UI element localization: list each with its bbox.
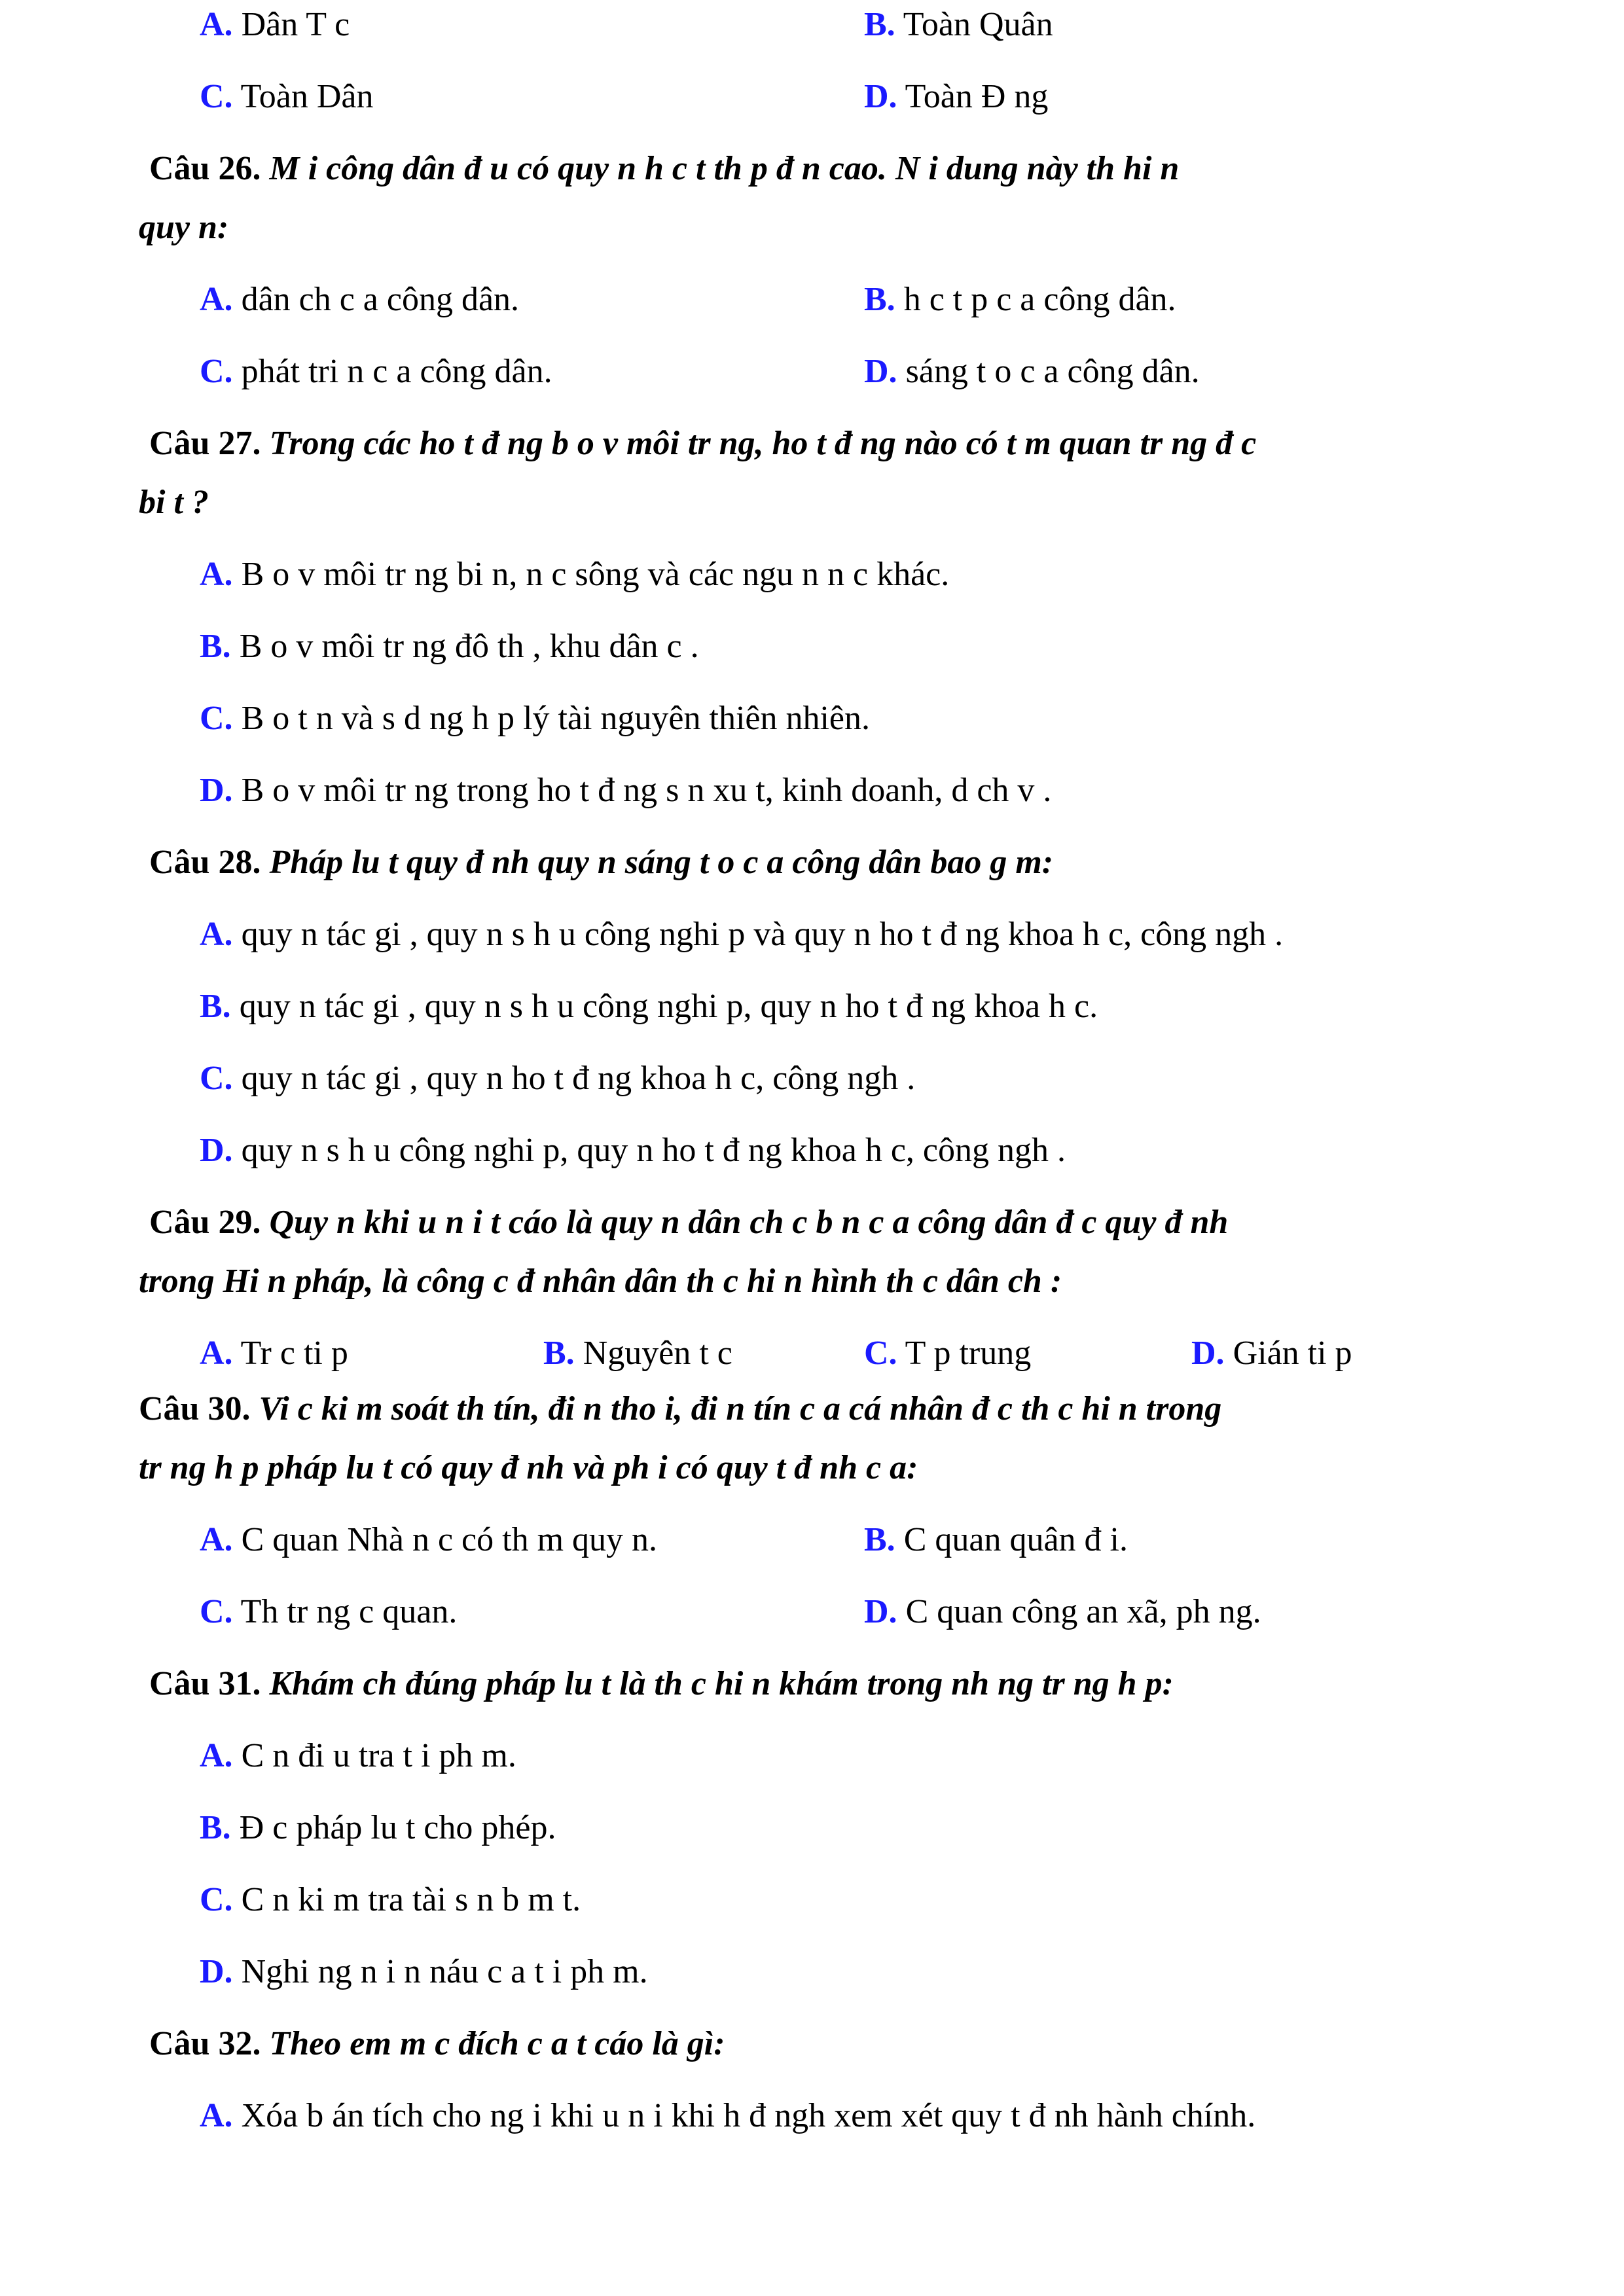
option-text: B o t n và s d ng h p lý tài nguyên thiên nhiên. bbox=[241, 700, 871, 737]
q31-option-a[interactable] bbox=[200, 1736, 516, 1776]
option-label: C. bbox=[200, 353, 233, 390]
option-text: T p trung bbox=[905, 1335, 1032, 1372]
option-text: C n ki m tra tài s n b m t. bbox=[241, 1881, 581, 1918]
question-number: Câu 30. bbox=[139, 1390, 251, 1427]
option-label: C. bbox=[200, 1593, 233, 1630]
q26-option-b[interactable] bbox=[864, 280, 1176, 319]
q31-option-c[interactable] bbox=[200, 1880, 581, 1920]
option-label: B. bbox=[200, 1809, 231, 1846]
question-number: Câu 29. bbox=[149, 1204, 261, 1241]
q26-stem-line2 bbox=[139, 208, 228, 247]
question-number: Câu 26. bbox=[149, 150, 261, 187]
option-label: B. bbox=[543, 1335, 575, 1372]
option-text: B o v môi tr ng bi n, n c sông và các ngu n n c khác. bbox=[241, 556, 950, 593]
option-label: B. bbox=[864, 6, 895, 43]
question-text: Trong các ho t đ ng b o v môi tr ng, ho t đ ng nào có t m quan tr ng đ c bbox=[269, 425, 1257, 462]
option-text: C quan Nhà n c có th m quy n. bbox=[241, 1521, 658, 1558]
option-text: B o v môi tr ng đô th , khu dân c . bbox=[239, 628, 699, 665]
question-text: M i công dân đ u có quy n h c t th p đ n cao. N i dung này th hi n bbox=[269, 150, 1180, 187]
q25-option-a[interactable] bbox=[200, 5, 350, 45]
q30-stem-line1 bbox=[139, 1390, 1221, 1429]
option-text: Dân T c bbox=[241, 6, 350, 43]
q26-option-c[interactable] bbox=[200, 352, 552, 391]
option-label: D. bbox=[200, 772, 233, 809]
q27-option-b[interactable] bbox=[200, 627, 699, 666]
option-label: C. bbox=[200, 78, 233, 115]
option-text: sáng t o c a công dân. bbox=[905, 353, 1200, 390]
option-text: quy n tác gi , quy n s h u công nghi p và quy n ho t đ ng khoa h c, công ngh . bbox=[241, 916, 1284, 953]
question-number: Câu 31. bbox=[149, 1665, 261, 1702]
q28-stem-line1 bbox=[149, 843, 1053, 882]
q27-stem-line2 bbox=[139, 483, 209, 522]
q31-option-d[interactable] bbox=[200, 1952, 648, 1992]
q29-stem-line2 bbox=[139, 1262, 1062, 1301]
q29-stem-line1 bbox=[149, 1203, 1228, 1242]
q30-stem-line2 bbox=[139, 1448, 918, 1488]
option-label: A. bbox=[200, 916, 233, 953]
q29-option-c[interactable] bbox=[864, 1334, 1031, 1373]
question-text: quy n: bbox=[139, 209, 229, 246]
option-text: Nguyên t c bbox=[583, 1335, 732, 1372]
q26-option-a[interactable] bbox=[200, 280, 519, 319]
q29-option-d[interactable] bbox=[1191, 1334, 1352, 1373]
option-text: h c t p c a công dân. bbox=[903, 281, 1176, 318]
q28-option-c[interactable] bbox=[200, 1059, 915, 1098]
option-label: B. bbox=[200, 988, 231, 1025]
q27-option-d[interactable] bbox=[200, 771, 1051, 810]
q27-option-c[interactable] bbox=[200, 699, 870, 738]
option-text: Toàn Quân bbox=[903, 6, 1053, 43]
option-text: quy n tác gi , quy n s h u công nghi p, quy n ho t đ ng khoa h c. bbox=[239, 988, 1098, 1025]
question-text: Theo em m c đích c a t cáo là gì: bbox=[269, 2025, 725, 2062]
option-text: Đ c pháp lu t cho phép. bbox=[239, 1809, 556, 1846]
option-text: Gián ti p bbox=[1233, 1335, 1352, 1372]
option-label: D. bbox=[864, 1593, 897, 1630]
option-label: D. bbox=[1191, 1335, 1225, 1372]
q29-option-b[interactable] bbox=[543, 1334, 732, 1373]
option-label: B. bbox=[200, 628, 231, 665]
option-label: B. bbox=[864, 1521, 895, 1558]
option-text: quy n s h u công nghi p, quy n ho t đ ng khoa h c, công ngh . bbox=[241, 1132, 1066, 1169]
option-label: A. bbox=[200, 1737, 233, 1774]
option-label: B. bbox=[864, 281, 895, 318]
option-label: C. bbox=[864, 1335, 897, 1372]
q31-option-b[interactable] bbox=[200, 1808, 556, 1848]
question-text: trong Hi n pháp, là công c đ nhân dân th c hi n hình th c dân ch : bbox=[139, 1263, 1062, 1300]
option-label: A. bbox=[200, 281, 233, 318]
option-text: Nghi ng n i n náu c a t i ph m. bbox=[241, 1953, 648, 1990]
question-text: Vi c ki m soát th tín, đi n tho i, đi n tín c a cá nhân đ c th c hi n trong bbox=[259, 1390, 1222, 1427]
option-label: D. bbox=[200, 1132, 233, 1169]
option-text: Toàn Đ ng bbox=[905, 78, 1049, 115]
q28-option-b[interactable] bbox=[200, 987, 1098, 1026]
q25-option-b[interactable] bbox=[864, 5, 1053, 45]
option-label: A. bbox=[200, 2097, 233, 2134]
option-label: D. bbox=[200, 1953, 233, 1990]
q28-option-a[interactable] bbox=[200, 915, 1283, 954]
option-label: A. bbox=[200, 556, 233, 593]
q30-option-d[interactable] bbox=[864, 1592, 1261, 1632]
option-label: A. bbox=[200, 6, 233, 43]
option-label: C. bbox=[200, 1060, 233, 1097]
option-label: C. bbox=[200, 1881, 233, 1918]
option-label: D. bbox=[864, 353, 897, 390]
q32-option-a[interactable] bbox=[200, 2096, 1255, 2136]
option-label: C. bbox=[200, 700, 233, 737]
option-label: D. bbox=[864, 78, 897, 115]
q25-option-c[interactable] bbox=[200, 77, 373, 117]
question-number: Câu 32. bbox=[149, 2025, 261, 2062]
q29-option-a[interactable] bbox=[200, 1334, 348, 1373]
q32-stem-line1 bbox=[149, 2024, 725, 2064]
option-text: Th tr ng c quan. bbox=[240, 1593, 458, 1630]
option-text: C quan công an xã, ph ng. bbox=[905, 1593, 1261, 1630]
option-label: A. bbox=[200, 1335, 233, 1372]
q30-option-c[interactable] bbox=[200, 1592, 457, 1632]
q26-stem-line1 bbox=[149, 149, 1179, 188]
question-number: Câu 28. bbox=[149, 844, 261, 881]
option-text: C n đi u tra t i ph m. bbox=[241, 1737, 516, 1774]
option-text: dân ch c a công dân. bbox=[241, 281, 520, 318]
option-text: Toàn Dân bbox=[240, 78, 374, 115]
q27-stem-line1 bbox=[149, 424, 1256, 463]
option-text: Tr c ti p bbox=[240, 1335, 348, 1372]
option-label: A. bbox=[200, 1521, 233, 1558]
option-text: Xóa b án tích cho ng i khi u n i khi h đ ngh xem xét quy t đ nh hành chính. bbox=[241, 2097, 1256, 2134]
q26-option-d[interactable] bbox=[864, 352, 1200, 391]
option-text: C quan quân đ i. bbox=[903, 1521, 1128, 1558]
question-text: Khám ch đúng pháp lu t là th c hi n khám trong nh ng tr ng h p: bbox=[269, 1665, 1174, 1702]
q27-option-a[interactable] bbox=[200, 555, 949, 594]
option-text: B o v môi tr ng trong ho t đ ng s n xu t, kinh doanh, d ch v . bbox=[241, 772, 1052, 809]
question-number: Câu 27. bbox=[149, 425, 261, 462]
question-text: tr ng h p pháp lu t có quy đ nh và ph i có quy t đ nh c a: bbox=[139, 1449, 918, 1486]
option-text: phát tri n c a công dân. bbox=[241, 353, 552, 390]
q25-option-d[interactable] bbox=[864, 77, 1048, 117]
question-text: Pháp lu t quy đ nh quy n sáng t o c a công dân bao g m: bbox=[269, 844, 1054, 881]
q28-option-d[interactable] bbox=[200, 1131, 1066, 1170]
q30-option-b[interactable] bbox=[864, 1520, 1128, 1560]
option-text: quy n tác gi , quy n ho t đ ng khoa h c, công ngh . bbox=[241, 1060, 916, 1097]
q30-option-a[interactable] bbox=[200, 1520, 657, 1560]
question-text: bi t ? bbox=[139, 484, 209, 521]
question-text: Quy n khi u n i t cáo là quy n dân ch c b n c a công dân đ c quy đ nh bbox=[269, 1204, 1229, 1241]
q31-stem-line1 bbox=[149, 1664, 1174, 1704]
